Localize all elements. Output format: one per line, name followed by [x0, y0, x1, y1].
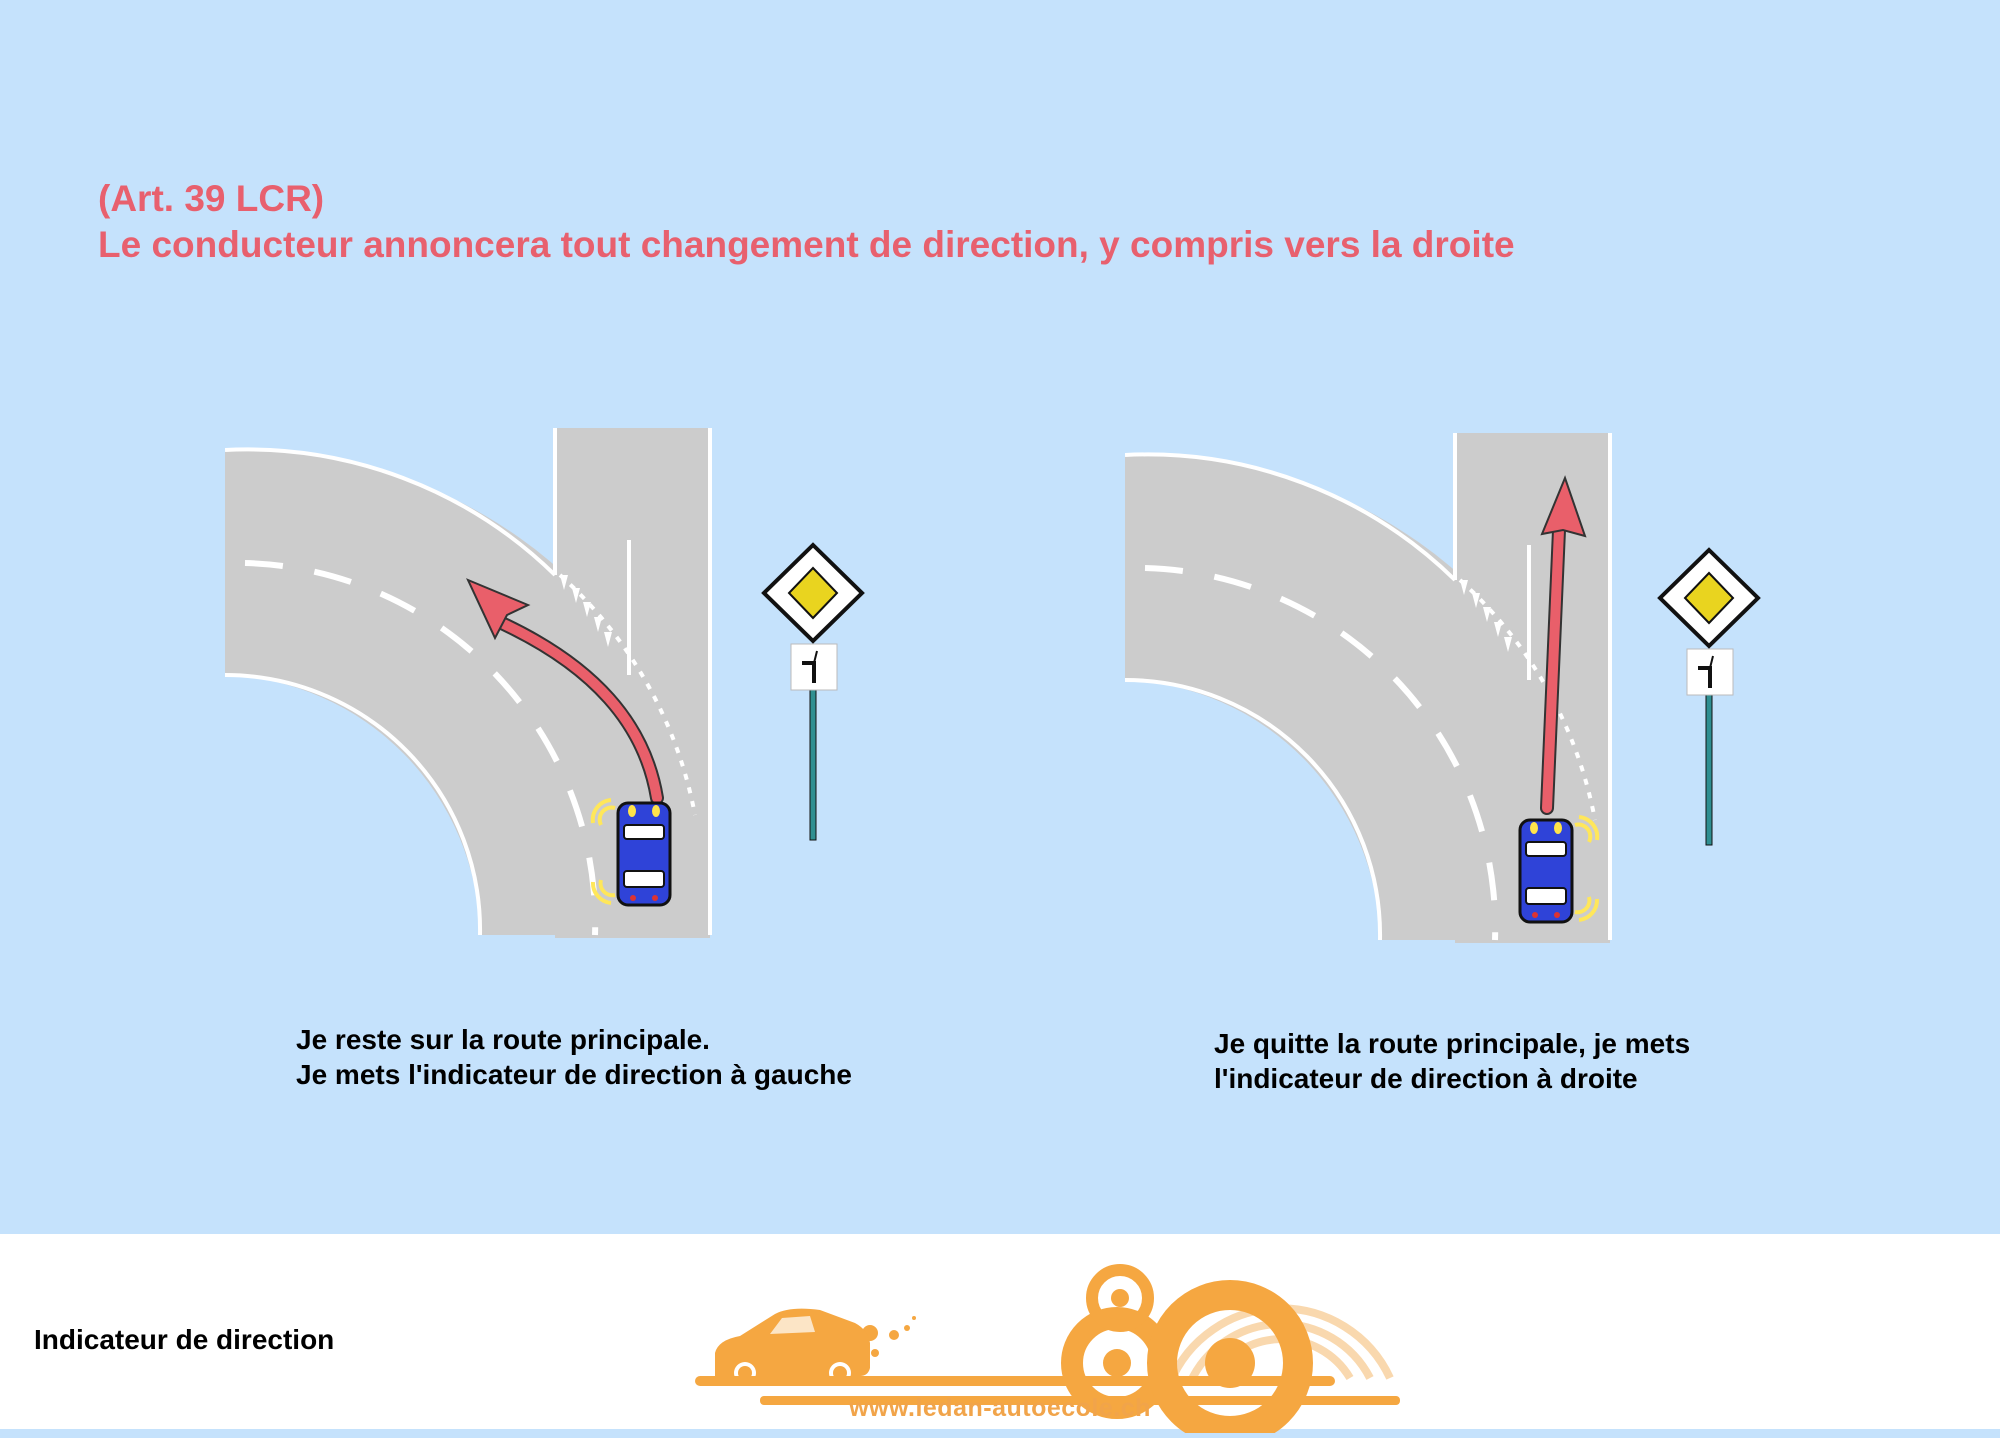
footer-label: Indicateur de direction: [34, 1324, 335, 1355]
caption-line: l'indicateur de direction à droite: [1214, 1063, 1638, 1094]
school-logo: [690, 1248, 1410, 1438]
scene-leave-main-road: [1125, 430, 1785, 950]
caption-scene-2: [1214, 1026, 1690, 1096]
priority-road-sign: [764, 545, 862, 840]
rule-statement: Le conducteur annoncera tout changement de direction, y compris vers la droite: [98, 224, 1515, 265]
caption-scene-1: [296, 1022, 852, 1092]
website-link[interactable]: www.ledan-autoecole.ch: [849, 1394, 1151, 1422]
rule-title: [98, 176, 1515, 268]
caption-line: Je reste sur la route principale.: [296, 1024, 710, 1055]
caption-line: Je quitte la route principale, je mets: [1214, 1028, 1691, 1059]
footer: [0, 1234, 2000, 1429]
caption-line: Je mets l'indicateur de direction à gauche: [296, 1059, 852, 1090]
car: [618, 803, 670, 905]
car: [1520, 820, 1572, 922]
priority-road-sign: [1660, 550, 1758, 845]
scene-stay-main-road: [225, 425, 885, 945]
article-reference: (Art. 39 LCR): [98, 178, 325, 219]
